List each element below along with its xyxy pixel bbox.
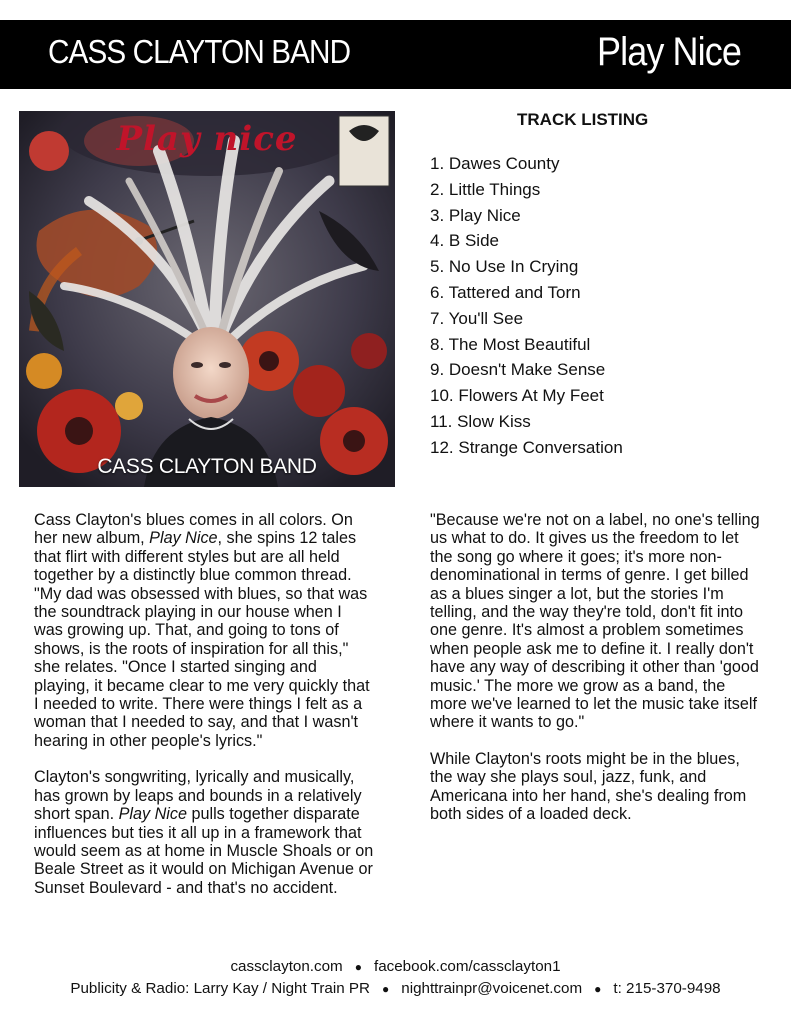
email-link[interactable]: nighttrainpr@voicenet.com [401,980,583,997]
header-bar [0,20,791,89]
bio-text: pulls together disparate influences but ties it all up in a framework that would seem as at home in Muscle Shoals or on Beale Street as it would on Michigan Avenue or Sunset Boulevard - and that's no accident. [34,805,374,897]
bio-paragraph [34,768,374,897]
bullet-separator: ● [594,982,602,996]
footer-line-1 [0,958,791,975]
album-cover-image [19,111,395,487]
track-item: 5. No Use In Crying [430,257,579,277]
publicity-contact: Publicity & Radio: Larry Kay / Night Train PR [70,980,370,997]
track-item: 8. The Most Beautiful [430,334,591,354]
track-item: 12. Strange Conversation [430,437,623,457]
album-title-heading: Play Nice [597,30,741,74]
bio-paragraph: While Clayton's roots might be in the blues, the way she plays soul, jazz, funk, and Americana into her hand, she's dealing from both sides of a loaded deck. [430,749,747,824]
track-item: 3. Play Nice [430,205,521,225]
bio-text: Clayton's songwriting, lyrically and musically, has grown by leaps and bounds in a relatively short span. [34,768,362,824]
track-item: 2. Little Things [430,179,541,199]
facebook-link[interactable]: facebook.com/cassclayton1 [373,958,561,975]
cover-artwork [19,111,395,487]
bullet-separator: ● [382,982,390,996]
track-item: 9. Doesn't Make Sense [430,360,606,380]
bio-right-column [430,511,760,842]
track-item: 10. Flowers At My Feet [430,386,604,406]
bio-paragraph: "Because we're not on a label, no one's telling us what to do. It gives us the freedom to let the song go where it goes; it's more non-denominational in terms of genre. I get billed as a blues singer a lot, but the stories I'm telling, and the way they're told, don't fit into one genre. It's almost a problem sometimes when people ask me to define it. I really don't have any way of describing it other than 'good music.' The more we grow as a band, the more we've learned to let the music take itself where it wants to go." [430,511,760,732]
bio-left-column [34,511,374,915]
website-link[interactable]: cassclayton.com [230,958,343,975]
bio-text: Cass Clayton's blues comes in all colors. On her new album, [34,511,353,548]
album-name-italic: Play Nice [118,805,187,824]
cover-script-title: Play nice [116,119,298,159]
track-item: 4. B Side [430,231,499,251]
track-listing-heading: TRACK LISTING [517,110,649,129]
bio-text: , she spins 12 tales that flirt with different styles but are all held together by a distinctly blue common thread. "My dad was obsessed with blues, so that was the soundtrack playing in our house when I was growing up. That, and going to tons of shows, is the roots of inspiration for all this," she relates. "Once I started singing and playing, it became clear to me very quickly that I needed to write. There were things I felt as a woman that I needed to say, and that I wasn't hearing in other people's lyrics." [34,529,370,750]
track-item: 1. Dawes County [430,154,560,173]
track-item: 11. Slow Kiss [430,411,531,431]
bullet-separator: ● [354,960,362,974]
track-item: 7. You'll See [430,308,524,328]
album-name-italic: Play Nice [149,529,218,548]
band-name-heading: CASS CLAYTON BAND [48,33,351,70]
bio-paragraph [34,511,374,750]
phone-number: t: 215-370-9498 [613,980,721,997]
track-item: 6. Tattered and Torn [430,282,581,302]
cover-band-name: CASS CLAYTON BAND [97,455,317,478]
footer-line-2 [0,980,791,997]
track-list [430,151,623,461]
